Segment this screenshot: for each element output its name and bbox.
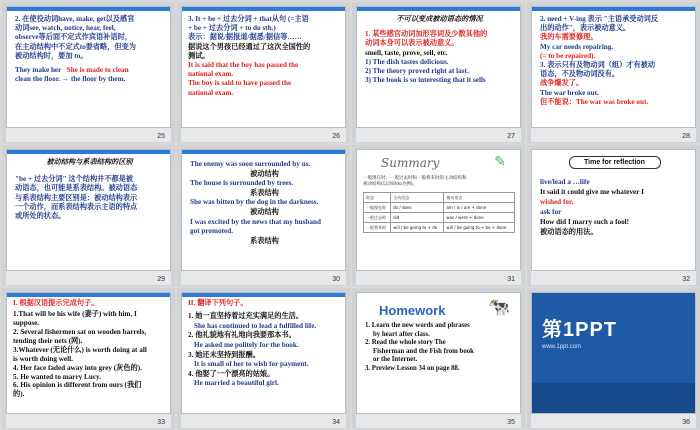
text-line: It is said that the boy has passed the <box>188 61 299 70</box>
text-line: 或所处的状态。 <box>15 212 66 221</box>
text-line: 动语态，也可能是系表结构。被动语态 <box>15 184 138 193</box>
slide-number: 25 <box>157 133 165 140</box>
table-row <box>364 213 515 223</box>
summary-table <box>363 192 515 233</box>
text-line: 2. need + V-ing 表示 "主语承受动词反 <box>540 15 659 23</box>
text-line: She was bitten by the dog in the darkness. <box>190 198 319 207</box>
cow-mascot-icon: 🐄 <box>487 297 510 317</box>
text-line: suppose. <box>13 319 40 328</box>
table-cell: 一般过去时 <box>364 213 391 223</box>
slide-27-canvas <box>356 6 521 128</box>
text-line: It is small of her to wish for payment. <box>194 360 309 369</box>
text-line: 3) The book is so interesting that it sells <box>365 76 486 85</box>
table-cell: 主动语态 <box>391 193 444 203</box>
text-line: The enemy was soon surrounded by us. <box>190 160 311 168</box>
slide-thumb-26[interactable] <box>177 2 350 143</box>
text-line: He married a beautiful girl. <box>194 379 279 388</box>
text-line: clean the floor. → the floor by them. <box>15 75 126 84</box>
text-line: 系表结构 <box>250 236 279 245</box>
text-line: "be + 过去分词" 这个结构并不都是被 <box>15 175 134 184</box>
brand-url: www.1ppt.com <box>542 344 582 350</box>
text-line: 据说这个男孩已经通过了这次全国性的 <box>188 42 311 51</box>
text-line: Fisherman and the Fish from book <box>373 347 474 355</box>
slide-thumb-36[interactable] <box>527 288 700 429</box>
slide-number: 34 <box>332 419 340 426</box>
text-line: 2. Several fishermen sat on wooden barrels, <box>13 328 147 337</box>
slide-number: 26 <box>332 133 340 140</box>
text-line: 1. 某些感官动词加形容词及少数其他的 <box>365 30 488 39</box>
text-line: 4. 他娶了一个漂亮的姑娘。 <box>188 369 275 378</box>
table-row <box>364 223 515 233</box>
table-cell: was / were + done <box>444 213 515 223</box>
text-line: is worth doing well. <box>13 354 73 363</box>
slide-heading: I. 根据汉语提示完成句子。 <box>13 299 99 307</box>
slide-32-canvas <box>531 149 696 271</box>
slide-33-canvas <box>6 292 171 414</box>
table-cell: 时态 <box>364 193 391 203</box>
mascot-icon: ✎ <box>494 155 506 170</box>
table-cell: 一般将来时 <box>364 223 391 233</box>
text-line: 被动结构(以动词do为例)。 <box>363 182 418 187</box>
text-line: 动词本身可以表示被动意义。 <box>365 39 459 48</box>
text-line: wished for. <box>540 198 574 206</box>
table-cell: do / does <box>391 203 444 213</box>
table-row <box>364 203 515 213</box>
text-line: 被动语态的用法。 <box>540 228 598 236</box>
slide-number: 28 <box>682 133 690 140</box>
slide-heading: 被动结构与系表结构的区别 <box>46 158 133 166</box>
text-line: got promoted. <box>190 227 233 236</box>
text-line: 系表结构 <box>250 188 279 197</box>
text-line: The war broke out. <box>540 88 599 97</box>
slide-number: 36 <box>682 419 690 426</box>
text-line: smell, taste, prove, sell, etc. <box>365 48 448 57</box>
text-line: 3. It + be + 过去分词 + that从句 (=主语 <box>188 15 309 23</box>
slide-thumb-30[interactable] <box>177 145 350 286</box>
table-row <box>364 193 515 203</box>
text-line: 5. He wanted to marry Lucy. <box>13 372 102 381</box>
text-line: 战争爆发了。 <box>540 79 584 88</box>
slide-number: 31 <box>507 276 515 283</box>
slide-heading: II. 翻译下列句子。 <box>188 299 248 307</box>
table-cell: am / is / are + done <box>444 203 515 213</box>
slide-30-canvas <box>181 149 346 271</box>
slide-heading: 不可以变成被动语态的情况 <box>396 15 483 23</box>
text-line: national exam. <box>188 88 234 97</box>
slide-thumb-33[interactable] <box>2 288 175 429</box>
text-line: 一个动作，而系表结构表示主语的特点 <box>15 202 138 211</box>
slide-26-canvas <box>181 6 346 128</box>
slide-thumb-32[interactable] <box>527 145 700 286</box>
slide-thumb-34[interactable] <box>177 288 350 429</box>
text-line: national exam. <box>188 70 234 79</box>
slide-thumb-25[interactable] <box>2 2 175 143</box>
text-line: They make her <box>15 66 62 75</box>
text-line: 出的动作"，表示被动意义。 <box>540 24 631 33</box>
text-line: The house is surrounded by trees. <box>190 179 294 188</box>
slide-29-canvas <box>6 149 171 271</box>
slide-number: 30 <box>332 276 340 283</box>
text-line: 3.Whatever (无论什么) is worth doing at all <box>13 345 147 354</box>
text-line: The boy is said to have passed the <box>188 79 292 88</box>
text-line: 表示：据说/据报道/据悉/据信等…… <box>188 33 302 42</box>
slide-number: 27 <box>507 133 515 140</box>
slide-number: 29 <box>157 276 165 283</box>
text-line: 1. 她一直坚持着过充实满足的生活。 <box>188 312 304 321</box>
text-line: She is made to clean <box>66 66 129 75</box>
text-line: observe等后面不定式作宾语补语时， <box>15 33 132 42</box>
slide-36-canvas <box>531 292 696 414</box>
text-line: 被动结构 <box>250 169 279 178</box>
text-line: 1) The dish tastes delicious. <box>365 57 449 66</box>
text-line: ask for <box>540 208 562 216</box>
text-line: 测试。 <box>188 51 210 60</box>
slide-thumb-35[interactable] <box>352 288 525 429</box>
slide-heading: Summary <box>381 156 440 170</box>
text-line: live/lead a …life <box>540 178 590 186</box>
slide-28-canvas <box>531 6 696 128</box>
text-line: 2. 在使役动词have, make, get以及感官 <box>15 15 135 23</box>
text-line: 动词see, watch, notice, hear, feel, <box>15 24 116 33</box>
text-line: He asked me politely for the book. <box>194 340 299 349</box>
slide-number: 33 <box>157 419 165 426</box>
text-line: She has continued to lead a fulfilled life. <box>194 321 317 330</box>
table-cell: 一般现在时 <box>364 203 391 213</box>
text-line: 被动结构时，要加 to。 <box>15 51 88 60</box>
text-line: It said it could give me whatever I <box>540 188 644 196</box>
text-line: (= to be repaired). <box>540 51 596 60</box>
slide-34-canvas <box>181 292 346 414</box>
slide-number: 32 <box>682 276 690 283</box>
slide-31-canvas <box>356 149 521 271</box>
table-cell: 被动语态 <box>444 193 515 203</box>
text-line: 2) The theory proved right at last. <box>365 67 469 76</box>
slide-heading: Homework <box>379 303 446 318</box>
text-line: 2. Read the whole story The <box>365 339 446 347</box>
text-line: 在主动结构中不定式to要省略，但变为 <box>15 42 136 51</box>
text-line: 4. Her face faded away into grey (灰色的). <box>13 363 142 372</box>
table-cell: will / be going to + do <box>391 223 444 233</box>
text-line: tending their nets (网). <box>13 336 83 345</box>
text-line: 的). <box>13 390 25 399</box>
text-line: 但不能说：The war was broke out. <box>540 97 649 106</box>
text-line: 被动结构 <box>250 207 279 216</box>
text-line: 1. Learn the new words and phrases <box>365 322 470 329</box>
footer-panel <box>532 383 695 413</box>
text-line: I was excited by the news that my husband <box>190 217 321 226</box>
text-line: 3. 表示只有及物动词（组）才有被动 <box>540 61 656 70</box>
text-line: 3. Preview Lesson 34 on page 88. <box>365 364 460 372</box>
text-line: by heart after class. <box>373 330 430 338</box>
text-line: 我的车需要修理。 <box>540 33 598 42</box>
text-line: or the Internet. <box>373 356 418 364</box>
slide-35-canvas <box>356 292 521 414</box>
text-line: + be + 过去分词 + to do sth.) <box>188 24 276 33</box>
text-line: 1.That will be his wife (妻子) with him, I <box>13 310 137 319</box>
slide-thumb-27[interactable] <box>352 2 525 143</box>
text-line: How did I marry such a fool! <box>540 218 630 226</box>
text-line: 一般现在时、一般过去时和一般将来时的主动结构和 <box>363 176 467 181</box>
slide-25-canvas <box>6 6 171 128</box>
slide-thumb-28[interactable] <box>527 2 700 143</box>
text-line: 与系表结构主要区别是：被动结构表示 <box>15 193 138 202</box>
slide-thumb-29[interactable] <box>2 145 175 286</box>
text-line: 2. 他礼貌地有礼地向我要那本书。 <box>188 331 296 340</box>
brand-logo: 第1PPT <box>542 319 618 341</box>
table-cell: will / be going to + be + done <box>444 223 515 233</box>
slide-number: 35 <box>507 419 515 426</box>
slide-thumb-31[interactable] <box>352 145 525 286</box>
text-line: 3. 她还未坚持到报酬。 <box>188 350 260 359</box>
text-line: 6. His opinion is different from ours (我们 <box>13 381 142 390</box>
text-line: My car needs repairing. <box>540 42 614 51</box>
table-cell: did <box>391 213 444 223</box>
text-line: 语态，不及物动词没有。 <box>540 70 620 79</box>
slide-heading: Time for reflection <box>569 156 661 169</box>
